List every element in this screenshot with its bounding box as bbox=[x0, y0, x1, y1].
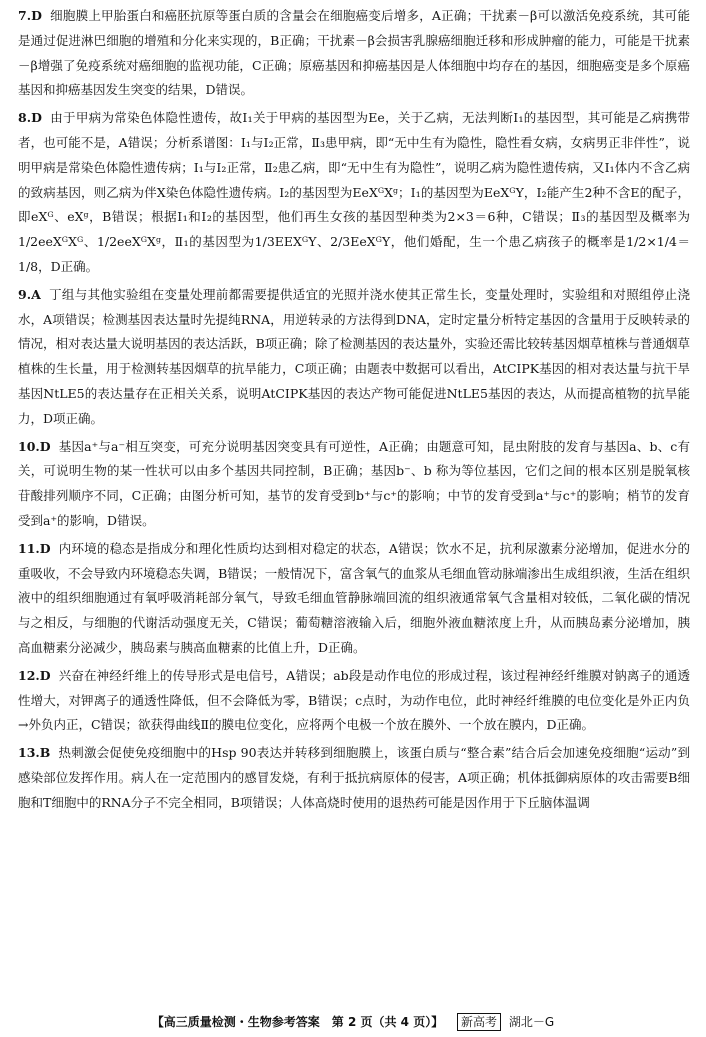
question-number: 11. bbox=[18, 540, 40, 556]
question-number: 10. bbox=[18, 438, 40, 454]
footer-title: 【高三质量检测・生物参考答案 第 2 页（共 4 页）】 bbox=[151, 1015, 444, 1029]
answer-explanation: 基因a⁺与a⁻相互突变，可充分说明基因突变具有可逆性，A正确；由题意可知，昆虫附肢的发育与基因a、b、c有关，可说明生物的某一性状可以由多个基因共同控制，B正确；基因b⁻、b 称为等位基因，它们之间的根本区别是脱氧核苷酸排列顺序不同，C正确；由图分析可知，基节的发育受到b⁺与c⁺的影响；中节的发育受到a⁺与c⁺的影响；梢节的发育受到a⁺的影响，D错误。 bbox=[18, 438, 690, 528]
page-footer bbox=[0, 1013, 706, 1031]
answer-explanation: 兴奋在神经纤维上的传导形式是电信号，A错误；ab段是动作电位的形成过程，该过程神经纤维膜对钠离子的通透性增大，对钾离子的通透性降低，但不会降低为零，B错误；c点时，为动作电位，此时神经纤维膜的电位变化是外正内负→外负内正，C错误；欲获得曲线Ⅱ的膜电位变化，应将两个电极一个放在膜外、一个放在膜内，D正确。 bbox=[18, 667, 690, 733]
answer-letter: D bbox=[39, 540, 51, 556]
answer-letter: D bbox=[39, 438, 51, 454]
answer-item bbox=[18, 106, 690, 280]
answer-item bbox=[18, 664, 690, 738]
answer-item bbox=[18, 4, 690, 103]
question-number: 12. bbox=[18, 667, 40, 683]
answer-explanation: 细胞膜上甲胎蛋白和癌胚抗原等蛋白质的含量会在细胞癌变后增多，A正确；干扰素－β可以激活免疫系统，其可能是通过促进淋巴细胞的增殖和分化来实现的，B正确；干扰素－β会损害乳腺癌细胞迁移和形成肿瘤的能力，可能是干扰素－β增强了免疫系统对癌细胞的监视功能，C正确；原癌基因和抑癌基因是人体细胞中均存在的基因，细胞癌变是多个原癌基因和抑癌基因发生突变的结果，D错误。 bbox=[18, 8, 690, 98]
answer-item bbox=[18, 537, 690, 661]
answer-letter: B bbox=[39, 745, 51, 761]
question-number: 9. bbox=[18, 286, 32, 302]
answer-explanation: 内环境的稳态是指成分和理化性质均达到相对稳定的状态，A错误；饮水不足，抗利尿激素分泌增加，促进水分的重吸收，不会导致内环境稳态失调，B错误；一般情况下，富含氧气的血浆从毛细血管动脉端渗出生成组织液，生活在组织液中的组织细胞通过有氧呼吸消耗部分氧气，导致毛细血管静脉端回流的组织液通常氧气含量相对较低，二氧化碳的情况与之相反，与细胞的代谢活动强度无关，C错误；葡萄糖溶液输入后，细胞外液血糖浓度上升，从而胰岛素分泌增加，胰高血糖素分泌减少，胰岛素与胰高血糖素的比值上升，D正确。 bbox=[18, 540, 690, 655]
answer-letter: D bbox=[31, 8, 42, 23]
answer-letter: A bbox=[31, 286, 41, 302]
answer-letter: D bbox=[39, 667, 51, 683]
question-number: 7. bbox=[18, 8, 32, 23]
question-number: 8. bbox=[18, 110, 32, 126]
answer-explanation: 丁组与其他实验组在变量处理前都需要提供适宜的光照并浇水使其正常生长，变量处理时，实验组和对照组停止浇水，A项错误；检测基因表达量时先提纯RNA，用逆转录的方法得到DNA，定时定量分析特定基因的含量用于反映转录的情况，相对表达量大说明基因的表达活跃，B项正确；除了检测基因的表达量外，实验还需比较转基因烟草植株与普通烟草植株的生长量，用于检测转基因烟草的抗旱能力，C项正确；由题表中数据可以看出，AtCIPK基因的相对表达量与抗干旱基因NtLE5的表达量存在正相关关系，说明AtCIPK基因的表达产物可能促进NtLE5基因的表达，从而提高植物的抗旱能力，D项正确。 bbox=[18, 286, 690, 426]
answer-explanation: 热刺激会促使免疫细胞中的Hsp 90表达并转移到细胞膜上，该蛋白质与“整合素”结合后会加速免疫细胞“运动”到感染部位发挥作用。病人在一定范围内的感冒发烧，有利于抵抗病原体的侵害，A项正确；机体抵御病原体的攻击需要B细胞和T细胞中的RNA分子不完全相同，B项错误；人体高烧时使用的退热药可能是因作用于下丘脑体温调 bbox=[18, 745, 690, 810]
answer-item bbox=[18, 283, 690, 432]
answer-item bbox=[18, 741, 690, 815]
question-number: 13. bbox=[18, 745, 40, 761]
answer-item bbox=[18, 435, 690, 534]
region-code: 湖北－G bbox=[508, 1015, 555, 1029]
answer-list bbox=[18, 4, 690, 816]
answer-letter: D bbox=[31, 110, 42, 126]
answer-explanation: 由于甲病为常染色体隐性遗传，故Ⅰ₁关于甲病的基因型为Ee，关于乙病，无法判断Ⅰ₁的基因型，其可能是乙病携带者，也可能不是，A错误；分析系谱图：Ⅰ₁与Ⅰ₂正常，Ⅱ₃患甲病，即“无中生有为隐性，隐性看女病，女病男正非伴性”，说明甲病是常染色体隐性遗传病；Ⅰ₁与Ⅰ₂正常，Ⅱ₂患乙病，即“无中生有为隐性”，说明乙病为隐性遗传病，又Ⅰ₁体内不含乙病的致病基因，则乙病为伴X染色体隐性遗传病。Ⅰ₂的基因型为EeXᴳXᵍ；Ⅰ₁的基因型为EeXᴳY，Ⅰ₂能产生2种不含E的配子，即eXᴳ、eXᵍ，B错误；根据Ⅰ₁和Ⅰ₂的基因型，他们再生女孩的基因型种类为2×3＝6种，C错误；Ⅱ₃的基因型及概率为1/2eeXᴳXᴳ、1/2eeXᴳXᵍ，Ⅱ₁的基因型为1/3EEXᴳY、2/3EeXᴳY，他们婚配，生一个患乙病孩子的概率是1/2×1/4＝1/8，D正确。 bbox=[18, 110, 690, 274]
exam-type-badge: 新高考 bbox=[457, 1013, 501, 1031]
